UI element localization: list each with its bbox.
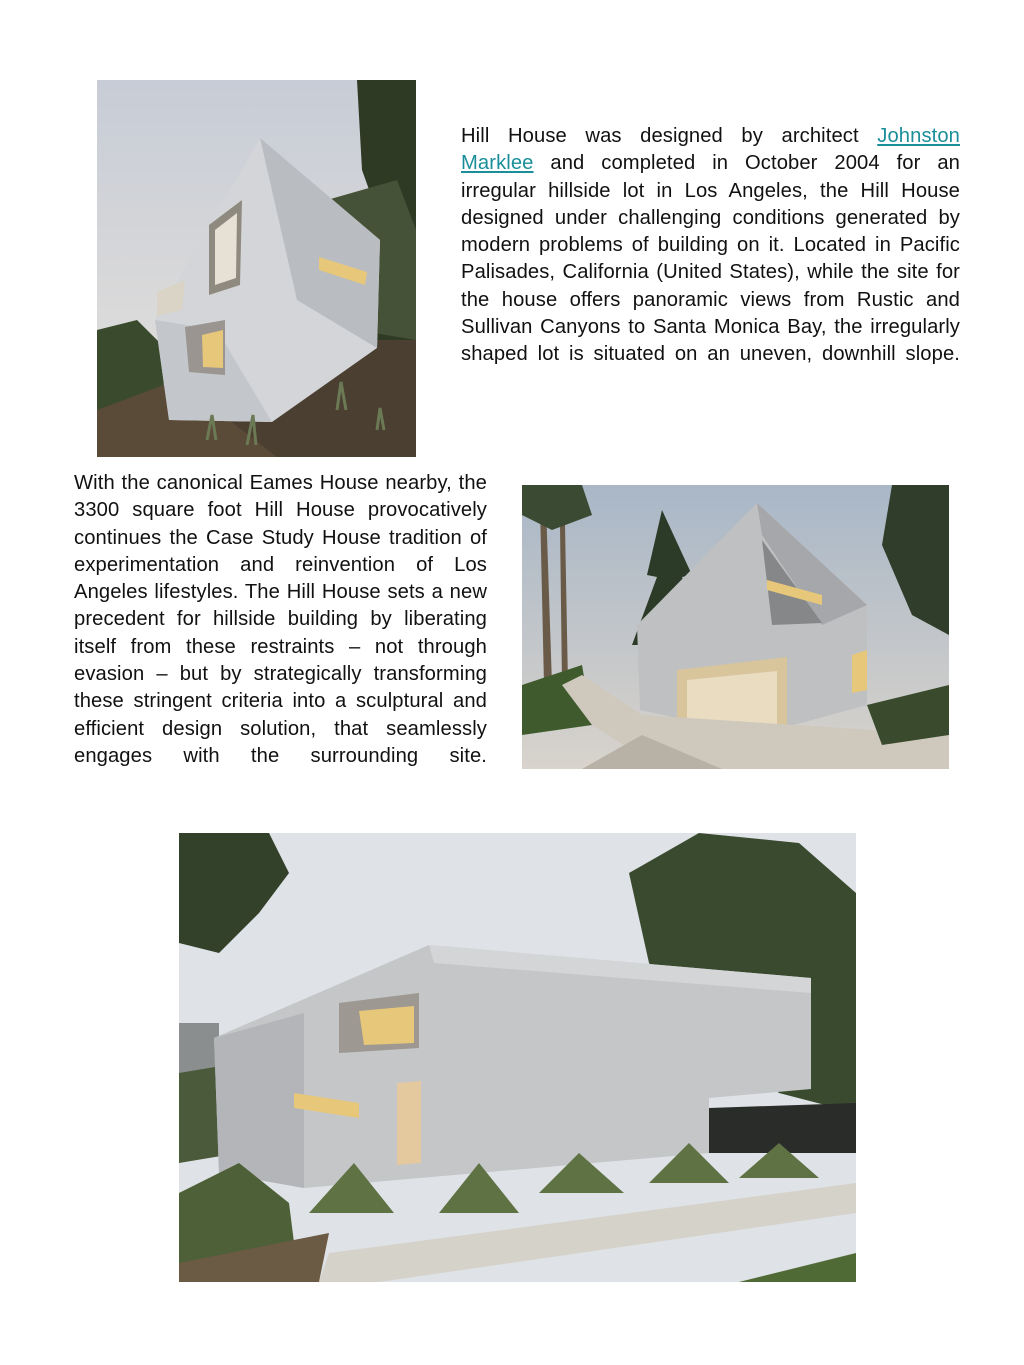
johnston-marklee-link[interactable]: Johnston Marklee [461,125,960,175]
eames-house-paragraph: With the canonical Eames House nearby, the 3300 square foot Hill House provocatively continues the Case Study House tradition of experimentation and reinvention of Los Angeles lifestyles. The Hill House sets a new precedent for hillside building by liberating itself from these restraints – not through evasion – but by strategically transforming these stringent criteria into a sculptural and efficient design solution, that seamlessly engages with the surrounding site. [74,472,487,767]
hill-house-photo-side [179,833,856,1282]
intro-text-before-link: Hill House was designed by architect [461,125,859,147]
intro-text-after-link: and completed in October 2004 for an irregular hillside lot in Los Angeles, the Hill House designed under challenging conditions generated by modern problems of building on it. Located in Pacific Palisades, California (United States), while the site for the house offers panoramic views from Rustic and Sullivan Canyons to Santa Monica Bay, the irregularly shaped lot is situated on an uneven, downhill slope. [461,152,960,366]
hill-house-photo-garage [522,485,949,769]
intro-paragraph [461,123,960,369]
hill-house-photo-hillside [97,80,416,457]
